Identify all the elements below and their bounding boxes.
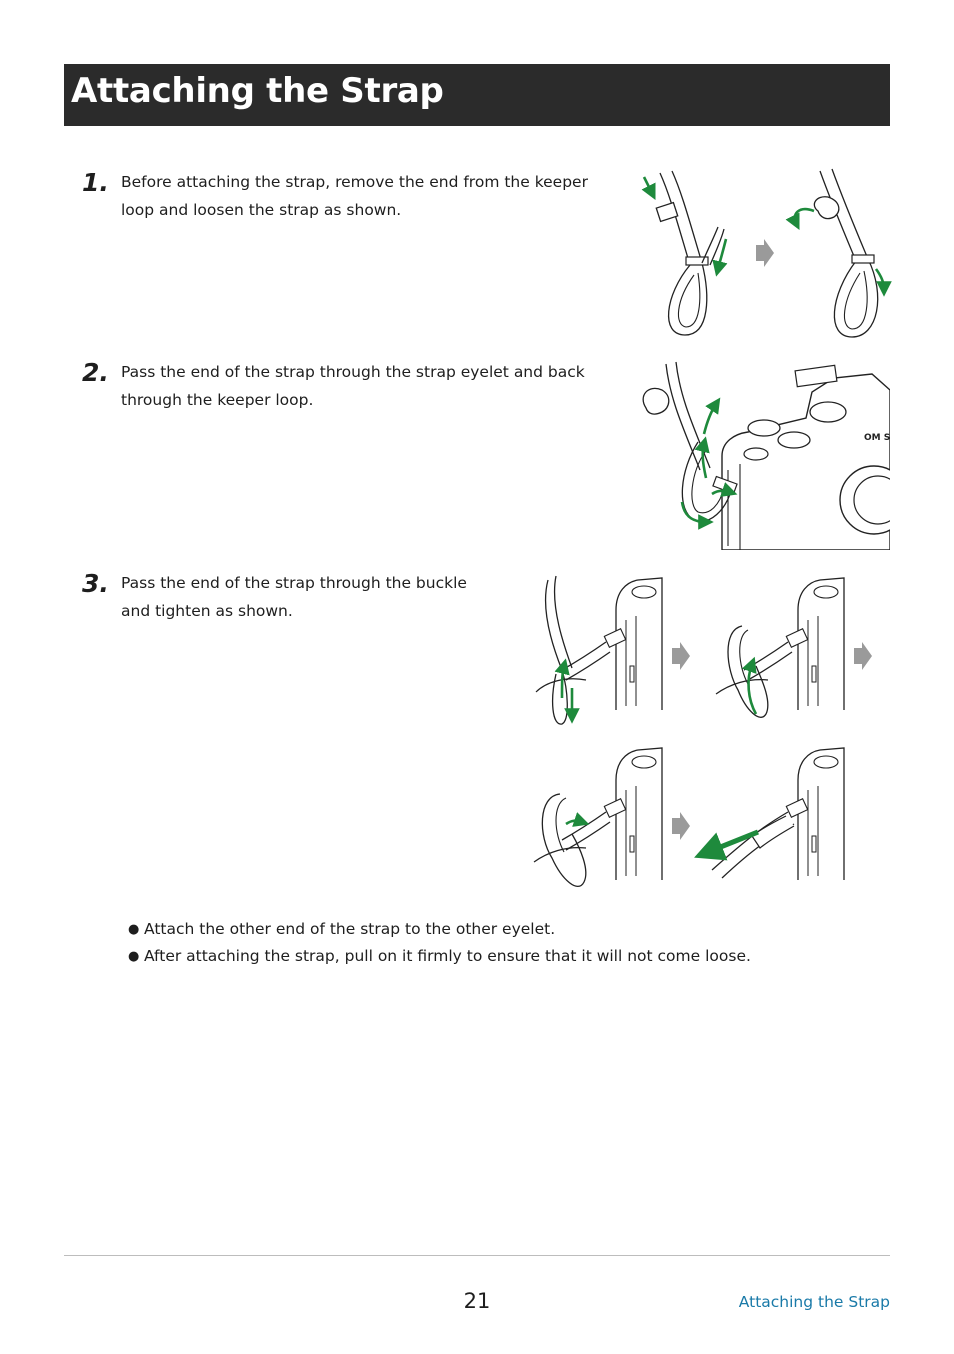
next-arrow-icon (756, 239, 774, 267)
step-1-line-1: Before attaching the strap, remove the end from the keeper (121, 173, 588, 191)
note-2-text: After attaching the strap, pull on it firmly to ensure that it will not come loose. (144, 947, 751, 965)
section-link[interactable]: Attaching the Strap (738, 1293, 890, 1311)
step-1-number: 1. (82, 168, 109, 197)
page-title-bar (64, 64, 890, 126)
bullet-icon: ● (128, 922, 140, 937)
step-1-line-2: loop and loosen the strap as shown. (121, 200, 402, 219)
step-2-illustration (636, 360, 890, 550)
step-1-text (121, 169, 588, 224)
step-3-panel-a (536, 576, 662, 724)
bullet-icon: ● (128, 949, 140, 964)
step-3-illustration (526, 570, 872, 900)
step-3-panel-b (716, 578, 844, 717)
step-3-panel-c (534, 748, 662, 886)
next-arrow-icon (672, 642, 690, 670)
step-3-panel-d (712, 748, 844, 880)
list-item (128, 943, 751, 970)
page-title: Attaching the Strap (71, 71, 444, 111)
svg-text:OM S: OM S (864, 433, 890, 443)
pull-arrow-icon (708, 832, 758, 852)
list-item (128, 916, 751, 943)
step-3-text (121, 570, 467, 625)
step-3-line-1: Pass the end of the strap through the buckle (121, 574, 467, 592)
step-2-line-1: Pass the end of the strap through the strap eyelet and back (121, 363, 585, 381)
footer-divider (64, 1255, 890, 1256)
step-3-number: 3. (82, 569, 109, 598)
step-1-illustration (630, 165, 894, 343)
step-2-text (121, 359, 585, 414)
note-1-text: Attach the other end of the strap to the other eyelet. (144, 920, 556, 938)
step-2-line-2: through the keeper loop. (121, 390, 314, 409)
next-arrow-icon (854, 642, 872, 670)
notes-list (128, 916, 751, 970)
page-number: 21 (463, 1289, 491, 1313)
step-3-line-2: and tighten as shown. (121, 601, 293, 620)
next-arrow-icon (672, 812, 690, 840)
step-2-number: 2. (82, 358, 109, 387)
